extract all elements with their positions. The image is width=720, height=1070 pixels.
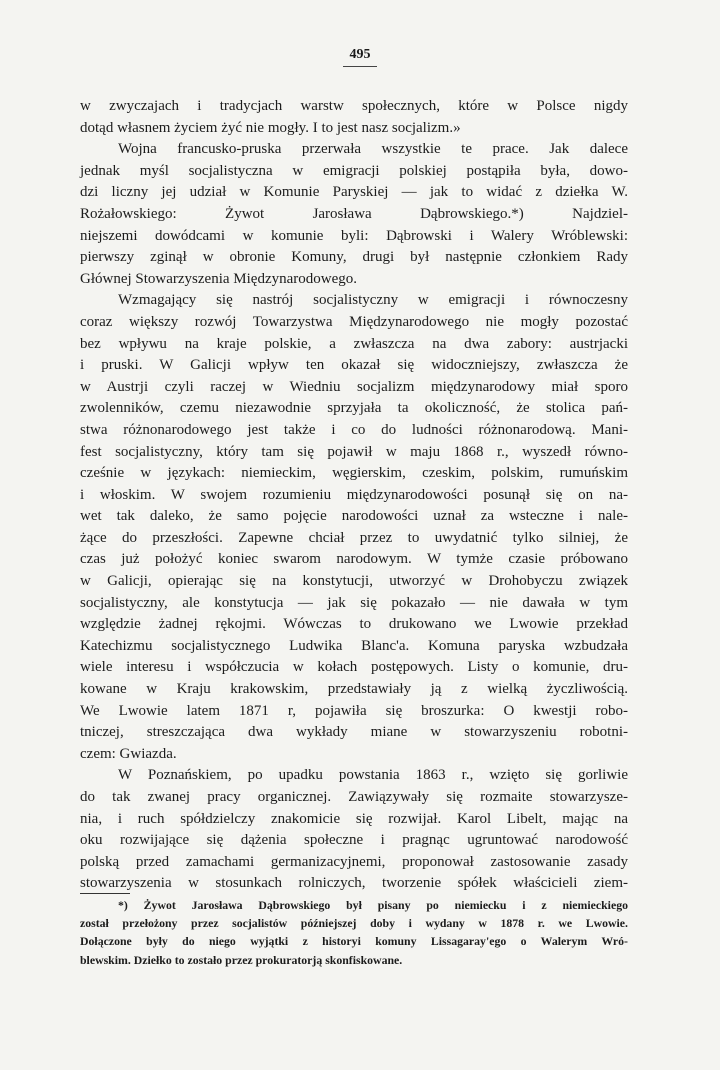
text-line: do tak zwanej pracy organicznej. Zawiązywały się rozmaite stowarzysze-: [80, 789, 628, 805]
text-line: w zwyczajach i tradycjach warstw społecznych, które w Polsce nigdy: [80, 98, 628, 114]
text-line: czas już położyć koniec swarom narodowym. W tymże czasie próbowano: [80, 551, 628, 568]
text-line: Głównej Stowarzyszenia Międzynarodowego.: [80, 270, 358, 287]
footnote-line: Dołączone były do niego wyjątki z historyi komuny Lissagaray'ego o Walerym Wró-: [80, 934, 628, 949]
text-line: We Lwowie latem 1871 r, pojawiła się broszurka: O kwestji robo-: [80, 702, 628, 719]
text-line: W Poznańskiem, po upadku powstania 1863 r., wzięto się gorliwie: [118, 767, 628, 784]
text-line: zwolenników, czemu niezawodnie sprzyjała ta okoliczność, że stolica pań-: [80, 400, 628, 417]
text-line: stwa różnonarodowego jest także i co do ludności różnonarodową. Mani-: [80, 421, 628, 438]
text-line: w Austrji czyli raczej w Wiedniu socjalizm międzynarodowy miał sporo: [80, 378, 628, 395]
text-line: wet tak daleko, że samo pojęcie narodowości uznał za wsteczne i nale-: [80, 508, 628, 525]
footnote-line: *) Żywot Jarosława Dąbrowskiego był pisany po niemiecku i z niemieckiego: [118, 898, 628, 912]
text-line: Wzmagający się nastrój socjalistyczny w emigracji i równoczesny: [118, 292, 628, 309]
text-line: dotąd własnem życiem żyć nie mogły. I to jest nasz socjalizm.»: [80, 119, 461, 136]
text-line: wiele interesu i współczucia w kołach postępowych. Listy o komunie, dru-: [80, 659, 628, 676]
text-line: w Galicji, opierając się na konstytucji, utworzyć w Drohobyczu związek: [80, 573, 628, 590]
main-text: [80, 96, 628, 895]
text-line: stowarzyszenia w stosunkach rolniczych, tworzenie spółek właścicieli ziem-: [80, 875, 628, 892]
text-line: dzi liczny jej udział w Komunie Paryskiej — jak to widać z dziełka W.: [80, 184, 628, 201]
text-line: cześnie w językach: niemieckim, węgierskim, czeskim, polskim, rumuńskim: [80, 465, 628, 482]
text-line: jednak myśl socjalistyczna w emigracji polskiej postąpiła była, dowo-: [80, 162, 628, 179]
footnote: [80, 896, 628, 969]
text-line: kowane w Kraju krakowskim, przedstawiały ją z wielką życzliwością.: [80, 681, 628, 698]
text-line: Rożałowskiego: Żywot Jarosława Dąbrowskiego.*) Najdziel-: [80, 205, 628, 222]
page-number-underline: [343, 66, 377, 67]
text-line: Wojna francusko-pruska przerwała wszystkie te prace. Jak dalece: [118, 141, 628, 158]
text-line: i pruski. W Galicji wpływ ten okazał się widoczniejszy, zwłaszcza że: [80, 357, 628, 374]
text-line: niejszemi dowódcami w komunie byli: Dąbrowski i Walery Wróblewski:: [80, 227, 628, 244]
text-line: fest socjalistyczny, który tam się pojawił w maju 1868 r., wyszedł równo-: [80, 443, 628, 460]
text-line: pierwszy zginął w obronie Komuny, drugi był następnie członkiem Rady: [80, 249, 628, 266]
text-line: i włoskim. W swojem rozumieniu międzynarodowości posunął się on na-: [80, 486, 628, 503]
footnote-line: został przełożony przez socjalistów późniejszej doby i wydany w 1878 r. we Lwowie.: [80, 916, 628, 931]
text-line: czem: Gwiazda.: [80, 745, 177, 762]
text-line: tniczej, streszczająca dwa wykłady miane w stowarzyszeniu robotni-: [80, 724, 628, 741]
text-line: żące do przeszłości. Zapewne chciał przez to uwydatnić tylko silniej, że: [80, 529, 628, 546]
text-line: Katechizmu socjalistycznego Ludwika Blanc'a. Komuna paryska wzbudzała: [80, 637, 628, 654]
text-line: nia, i ruch spółdzielczy znakomicie się rozwijał. Karol Libelt, mając na: [80, 810, 628, 827]
footnote-separator: [80, 893, 130, 894]
text-line: względzie żadnej rękojmi. Wówczas to drukowano we Lwowie przekład: [80, 616, 628, 633]
text-line: polską przed zamachami germanizacyjnemi, proponował zastosowanie zasady: [80, 853, 628, 870]
footnote-line: blewskim. Dziełko to zostało przez prokuratorją skonfiskowane.: [80, 952, 403, 967]
text-line: socjalistyczny, ale konstytucja — jak się pokazało — nie dawała w tym: [80, 594, 628, 611]
page-number: 495: [349, 47, 371, 62]
text-line: oku rozwijające się dążenia społeczne i pragnąc ugruntować narodowość: [80, 832, 628, 849]
text-line: bez wpływu na kraje polskie, a zwłaszcza na dwa zabory: austrjacki: [80, 335, 628, 352]
text-line: coraz większy rozwój Towarzystwa Międzynarodowego nie mogły pozostać: [80, 313, 628, 330]
